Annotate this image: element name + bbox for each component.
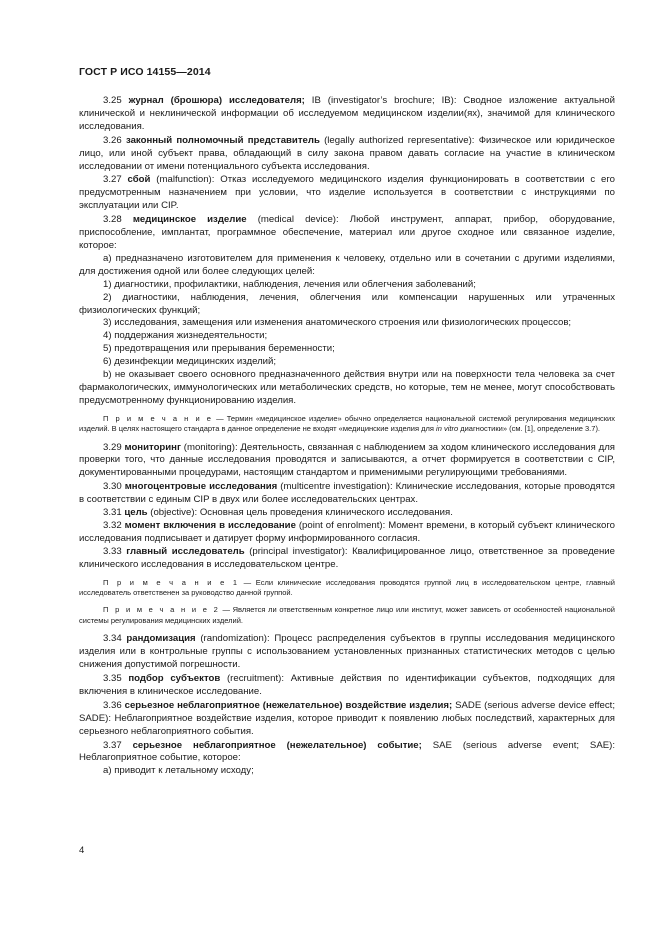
list-item-b: b) не оказывает своего основного предназначенного действия внутри или на поверхности тела человека за счет фармакологических, иммунологических или метаболических средств, но которые, тем не менее, могут способствовать предусмотренному функционированию изделия. (79, 369, 615, 406)
definition-3-25 (79, 95, 615, 134)
definition-term: журнал (брошюра) исследователя; (128, 95, 305, 106)
definition-text: (monitoring): Деятельность, связанная с наблюдением за ходом клинического исследования для проверки того, что данные исследования проводятся и записываются, а отчет формируется в соответствии с CIP, документированными процедурами, настоящим стандартом и применимыми регулирующими требованиями. (79, 441, 615, 479)
definition-3-29 (79, 442, 615, 481)
definition-term: медицинское изделие (132, 214, 247, 226)
definition-term: серьезное неблагоприятное (нежелательное) событие; (132, 739, 422, 751)
definition-text: SADE (serious adverse device effect; SADE): Неблагоприятное воздействие изделия, которое приводит к появлению любых последствий, характерных для серьезного неблагоприятного события. (79, 699, 615, 737)
note-label: П р и м е ч а н и е 2 (103, 605, 220, 615)
definition-number: 3.31 (103, 507, 122, 519)
definitions-content (79, 95, 615, 778)
note-label: П р и м е ч а н и е (103, 413, 213, 423)
definition-number: 3.28 (103, 214, 122, 226)
definition-3-32 (79, 520, 615, 546)
definition-term: рандомизация (126, 633, 196, 645)
note-label: П р и м е ч а н и е 1 (103, 577, 240, 587)
definition-number: 3.36 (103, 699, 122, 711)
definition-3-30 (79, 481, 615, 507)
list-item-1: 1) диагностики, профилактики, наблюдения, лечения или облегчения заболеваний; (103, 278, 476, 290)
definition-term: мониторинг (124, 441, 181, 453)
definition-text: (legally authorized representative): Физическое или юридическое лицо, или иной субъект права, обладающий в силу закона правом давать согласие на участие в клиническом исследовании от имени потенциального субъекта исследования. (79, 134, 615, 172)
definition-3-31 (79, 507, 615, 520)
definition-text: (medical device): Любой инструмент, аппарат, прибор, оборудование, приспособление, имплантат, программное обеспечение, материал или другое сходное или связанное изделие, которое: (79, 214, 615, 251)
definition-text: (multicentre investigation): Клинические исследования, которые проводятся в соответствии с единым CIP в двух или более исследовательских центрах. (79, 481, 615, 506)
definition-3-28 (79, 214, 615, 253)
definition-text: (malfunction): Отказ исследуемого медицинского изделия функционировать в соответствии с его предусмотренным назначением при условии, что изделие используется в соответствии с инструкциями по эксплуатации или CIP. (79, 174, 616, 212)
list-item-a: а) приводит к летальному исходу; (103, 765, 254, 777)
definition-number: 3.25 (103, 95, 122, 106)
definition-3-35 (79, 673, 615, 699)
definition-number: 3.34 (103, 633, 122, 645)
definition-number: 3.32 (103, 520, 122, 531)
definition-term: цель (124, 507, 148, 519)
definition-term: многоцентровые исследования (124, 481, 278, 493)
definition-number: 3.27 (103, 174, 122, 186)
definition-term: главный исследователь (126, 545, 245, 557)
definition-3-27 (79, 174, 615, 213)
definition-3-37 (79, 740, 615, 766)
page-number: 4 (79, 845, 85, 856)
list-item-2: 2) диагностики, наблюдения, лечения, облегчения или компенсации нарушенных или утраченных физиологических функций; (79, 291, 615, 316)
definition-number: 3.29 (103, 441, 122, 453)
definition-text: IB (investigator’s brochure; IB): Сводное изложение актуальной клинической и неклинической информации об исследуемом медицинском изделии(ях), значимой для клинического исследования. (79, 95, 615, 132)
definition-text: (point of enrolment): Момент времени, в который субъект клинического исследования подписывает и датирует форму информированного согласия. (79, 520, 615, 544)
list-item-5: 5) предотвращения или прерывания беременности; (103, 343, 335, 355)
definition-number: 3.37 (103, 739, 122, 751)
definition-3-26 (79, 135, 615, 174)
definition-number: 3.26 (103, 134, 122, 146)
list-item-4: 4) поддержания жизнедеятельности; (103, 330, 268, 342)
definition-term: момент включения в исследование (124, 520, 296, 531)
definition-text: (objective): Основная цель проведения клинического исследования. (147, 507, 453, 519)
definition-term: серьезное неблагоприятное (нежелательное) воздействие изделия; (124, 699, 453, 711)
definition-term: сбой (127, 174, 151, 186)
definition-term: законный полномочный представитель (125, 134, 320, 146)
definition-3-33 (79, 546, 615, 572)
note-3-33-1: П р и м е ч а н и е 1 — Если клинические исследования проводятся группой лиц в исследовательском центре, главный исследователь ответственен за руководство данной группой. (79, 577, 615, 598)
definition-term: подбор субъектов (128, 672, 221, 684)
standard-header: ГОСТ Р ИСО 14155—2014 (79, 66, 211, 78)
definition-number: 3.33 (103, 545, 122, 557)
definition-text: (principal investigator): Квалифицированное лицо, ответственное за проведение клинического исследования в исследовательском центре. (79, 545, 615, 570)
definition-text: (recruitment): Активные действия по идентификации субъектов, подходящих для включения в клиническое исследование. (79, 672, 615, 697)
definition-3-36 (79, 700, 615, 739)
definition-text: (randomization): Процесс распределения субъектов в группы исследования медицинского изделия или в контрольные группы с использованием установленных признанных статистических методов с целью снижения допустимой погрешности. (79, 633, 615, 671)
definition-number: 3.30 (103, 481, 122, 493)
list-item-3: 3) исследования, замещения или изменения анатомического строения или физиологических процессов; (103, 317, 572, 329)
note-3-28: П р и м е ч а н и е — Термин «медицинское изделие» обычно определяется национальной системой регулирования медицинских изделий. В целях настоящего стандарта в данное определение не входят «медицинские изделия для in vitro диагностики» (см. [1], определение 3.7). (79, 413, 615, 434)
definition-number: 3.35 (103, 672, 122, 684)
list-item-a: а) предназначено изготовителем для применения к человеку, отдельно или в сочетании с другими изделиями, для достижения одной или более следующих целей: (79, 252, 615, 277)
definition-text: SAE (serious adverse event; SAE): Неблагоприятное событие, которое: (79, 739, 615, 764)
note-3-33-2: П р и м е ч а н и е 2 — Является ли ответственным конкретное лицо или институт, может зависеть от особенностей национальной системы регулирования медицинских изделий. (79, 605, 615, 625)
definition-3-34 (79, 633, 615, 672)
list-item-6: 6) дезинфекции медицинских изделий; (103, 356, 277, 368)
